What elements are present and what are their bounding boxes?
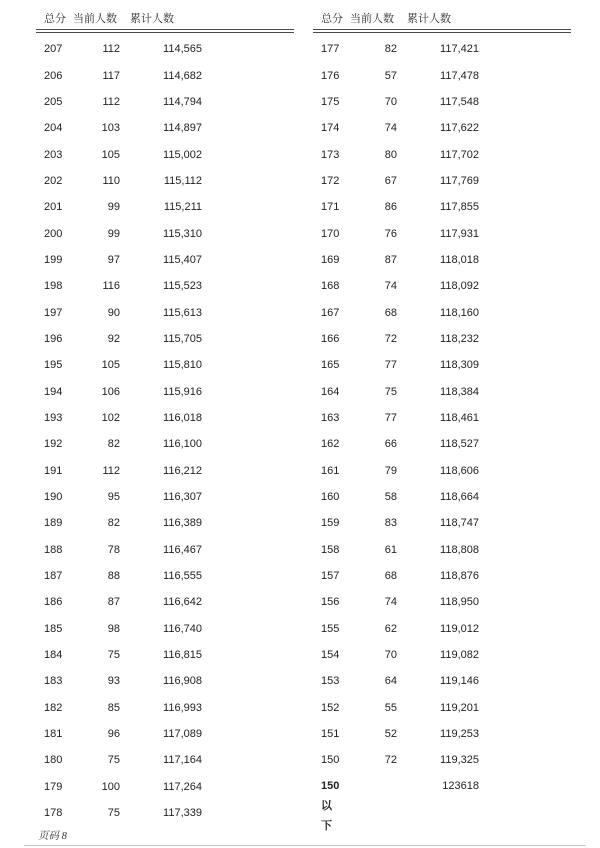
table-row xyxy=(36,563,294,589)
table-row xyxy=(313,668,571,694)
count-cell: 58 xyxy=(384,491,397,504)
column-header-cumulative-count: 累计人数 xyxy=(407,13,451,25)
table-row xyxy=(36,299,294,325)
table-row xyxy=(313,616,571,642)
cumulative-cell: 119,082 xyxy=(440,649,479,662)
count-cell: 76 xyxy=(384,227,397,240)
score-cell: 168 xyxy=(321,280,340,293)
table-row xyxy=(36,747,294,773)
count-cell: 75 xyxy=(107,649,120,662)
table-row xyxy=(36,141,294,167)
cumulative-cell: 117,622 xyxy=(440,122,479,135)
cumulative-cell: 117,769 xyxy=(440,174,479,187)
cumulative-cell: 116,740 xyxy=(163,622,202,635)
score-cell: 179 xyxy=(44,780,63,793)
count-cell: 105 xyxy=(101,359,120,372)
score-cell: 152 xyxy=(321,701,340,714)
table-row xyxy=(313,405,571,431)
column-header-cumulative-count: 累计人数 xyxy=(130,13,174,25)
score-cell: 166 xyxy=(321,332,340,345)
page-number: 页码 8 xyxy=(38,831,67,842)
table-row xyxy=(313,642,571,668)
score-cell: 191 xyxy=(44,464,63,477)
cumulative-cell: 119,201 xyxy=(440,701,479,714)
table-row xyxy=(313,484,571,510)
score-cell: 169 xyxy=(321,253,340,266)
table-row xyxy=(313,273,571,299)
cumulative-cell: 114,682 xyxy=(163,69,202,82)
table-row xyxy=(36,458,294,484)
score-cell: 164 xyxy=(321,385,340,398)
bottom-divider xyxy=(24,845,586,846)
score-table-left xyxy=(36,12,294,826)
below-150-line: 以 xyxy=(321,799,332,812)
count-cell: 57 xyxy=(384,69,397,82)
cumulative-cell: 119,253 xyxy=(440,728,479,741)
cumulative-cell: 116,555 xyxy=(163,570,202,583)
count-cell: 86 xyxy=(384,201,397,214)
count-cell: 95 xyxy=(107,491,120,504)
table-row xyxy=(36,273,294,299)
count-cell: 106 xyxy=(101,385,120,398)
score-cell: 158 xyxy=(321,543,340,556)
table-row xyxy=(313,695,571,721)
table-row xyxy=(313,89,571,115)
table-row xyxy=(313,299,571,325)
cumulative-cell: 118,747 xyxy=(440,517,479,530)
count-cell: 78 xyxy=(107,543,120,556)
count-cell: 87 xyxy=(384,253,397,266)
count-cell: 110 xyxy=(102,174,120,187)
table-row xyxy=(36,36,294,62)
cumulative-cell: 118,384 xyxy=(440,385,479,398)
score-cell: 198 xyxy=(44,280,63,293)
cumulative-cell: 116,100 xyxy=(163,438,202,451)
score-cell: 207 xyxy=(44,43,63,56)
cumulative-cell: 115,002 xyxy=(163,148,202,161)
score-cell: 180 xyxy=(44,754,63,767)
count-cell: 105 xyxy=(101,148,120,161)
cumulative-cell: 114,565 xyxy=(163,43,202,56)
cumulative-cell: 118,527 xyxy=(440,438,479,451)
count-cell: 66 xyxy=(384,438,397,451)
count-cell: 99 xyxy=(107,227,120,240)
count-cell: 74 xyxy=(384,122,397,135)
table-row xyxy=(313,537,571,563)
count-cell: 61 xyxy=(384,543,397,556)
table-row xyxy=(36,378,294,404)
score-cell: 202 xyxy=(44,174,63,187)
table-row xyxy=(313,431,571,457)
table-row xyxy=(36,352,294,378)
count-cell: 117 xyxy=(102,69,120,82)
table-row xyxy=(313,62,571,88)
count-cell: 99 xyxy=(107,201,120,214)
column-header-score: 总分 xyxy=(321,13,343,25)
score-cell: 201 xyxy=(44,201,63,214)
score-cell: 190 xyxy=(44,491,63,504)
score-cell: 200 xyxy=(44,227,63,240)
table-header-row xyxy=(313,12,571,26)
cumulative-cell: 117,478 xyxy=(440,69,479,82)
count-cell: 82 xyxy=(107,438,120,451)
score-cell: 174 xyxy=(321,122,340,135)
table-row xyxy=(36,800,294,826)
count-cell: 77 xyxy=(384,411,397,424)
below-150-line: 下 xyxy=(321,819,332,832)
score-cell: 165 xyxy=(321,359,340,372)
table-body xyxy=(313,33,571,774)
table-row xyxy=(36,774,294,800)
score-cell: 204 xyxy=(44,122,63,135)
score-cell: 151 xyxy=(321,728,340,741)
score-table-right xyxy=(313,12,571,836)
table-row xyxy=(36,326,294,352)
table-row xyxy=(313,115,571,141)
count-cell: 112 xyxy=(102,464,120,477)
below-150-row xyxy=(313,776,571,836)
cumulative-cell: 116,307 xyxy=(163,491,202,504)
cumulative-cell: 117,164 xyxy=(163,754,202,767)
score-cell: 203 xyxy=(44,148,63,161)
count-cell: 70 xyxy=(384,649,397,662)
score-cell: 194 xyxy=(44,385,63,398)
score-cell: 189 xyxy=(44,517,63,530)
table-row xyxy=(36,668,294,694)
count-cell: 68 xyxy=(384,570,397,583)
cumulative-cell: 115,310 xyxy=(163,227,202,240)
count-cell: 62 xyxy=(384,622,397,635)
cumulative-cell: 115,523 xyxy=(163,280,202,293)
cumulative-cell: 119,146 xyxy=(440,675,479,688)
cumulative-cell: 115,810 xyxy=(163,359,202,372)
score-cell: 182 xyxy=(44,701,63,714)
table-row xyxy=(313,589,571,615)
table-row xyxy=(313,220,571,246)
count-cell: 83 xyxy=(384,517,397,530)
score-cell: 163 xyxy=(321,411,340,424)
table-row xyxy=(36,589,294,615)
score-cell: 186 xyxy=(44,596,63,609)
count-cell: 52 xyxy=(384,728,397,741)
cumulative-cell: 118,461 xyxy=(440,411,479,424)
table-row xyxy=(36,247,294,273)
score-cell: 172 xyxy=(321,174,340,187)
cumulative-cell: 116,815 xyxy=(163,649,202,662)
cumulative-cell: 119,325 xyxy=(440,754,479,767)
table-row xyxy=(313,36,571,62)
score-cell: 181 xyxy=(44,728,63,741)
table-row xyxy=(36,405,294,431)
table-row xyxy=(36,194,294,220)
cumulative-cell: 118,160 xyxy=(440,306,479,319)
table-row xyxy=(36,695,294,721)
score-cell: 205 xyxy=(44,95,63,108)
score-cell: 155 xyxy=(321,622,340,635)
table-row xyxy=(313,352,571,378)
cumulative-cell: 115,705 xyxy=(163,332,202,345)
table-row xyxy=(36,510,294,536)
count-cell: 77 xyxy=(384,359,397,372)
table-row xyxy=(36,431,294,457)
count-cell: 93 xyxy=(107,675,120,688)
count-cell: 79 xyxy=(384,464,397,477)
cumulative-cell: 116,642 xyxy=(163,596,202,609)
count-cell: 116 xyxy=(102,280,120,293)
cumulative-cell: 115,407 xyxy=(163,253,202,266)
cumulative-cell: 116,389 xyxy=(163,517,202,530)
table-row xyxy=(313,326,571,352)
table-row xyxy=(313,563,571,589)
count-cell: 74 xyxy=(384,280,397,293)
score-cell: 199 xyxy=(44,253,63,266)
table-body xyxy=(36,33,294,826)
cumulative-cell: 115,613 xyxy=(163,306,202,319)
table-row xyxy=(313,378,571,404)
score-cell: 197 xyxy=(44,306,63,319)
table-row xyxy=(36,616,294,642)
count-cell: 88 xyxy=(107,570,120,583)
table-row xyxy=(313,721,571,747)
table-header-row xyxy=(36,12,294,26)
score-cell: 159 xyxy=(321,517,340,530)
cumulative-cell: 116,908 xyxy=(163,675,202,688)
count-cell: 90 xyxy=(107,306,120,319)
cumulative-cell: 118,808 xyxy=(440,543,479,556)
table-row xyxy=(36,220,294,246)
count-cell: 112 xyxy=(102,43,120,56)
cumulative-cell: 117,339 xyxy=(163,807,202,820)
cumulative-cell: 119,012 xyxy=(440,622,479,635)
cumulative-cell: 117,421 xyxy=(440,43,479,56)
score-cell: 156 xyxy=(321,596,340,609)
cumulative-cell: 117,855 xyxy=(440,201,479,214)
score-cell: 196 xyxy=(44,332,63,345)
below-150-line: 150 xyxy=(321,779,340,792)
count-cell: 80 xyxy=(384,148,397,161)
cumulative-cell: 116,467 xyxy=(163,543,202,556)
cumulative-cell: 117,931 xyxy=(440,227,479,240)
table-row xyxy=(36,168,294,194)
count-cell: 82 xyxy=(384,43,397,56)
score-cell: 160 xyxy=(321,491,340,504)
score-cell: 167 xyxy=(321,306,340,319)
cumulative-cell: 118,092 xyxy=(440,280,479,293)
table-row xyxy=(36,115,294,141)
score-cell: 176 xyxy=(321,69,340,82)
score-cell: 157 xyxy=(321,570,340,583)
score-cell: 193 xyxy=(44,411,63,424)
cumulative-cell: 117,548 xyxy=(440,95,479,108)
table-row xyxy=(313,168,571,194)
count-cell: 97 xyxy=(107,253,120,266)
table-row xyxy=(313,141,571,167)
count-cell: 70 xyxy=(384,95,397,108)
score-cell: 178 xyxy=(44,807,63,820)
score-cell: 154 xyxy=(321,649,340,662)
count-cell: 92 xyxy=(107,332,120,345)
count-cell: 68 xyxy=(384,306,397,319)
count-cell: 55 xyxy=(384,701,397,714)
column-header-current-count: 当前人数 xyxy=(350,13,394,25)
count-cell: 112 xyxy=(102,95,120,108)
table-row xyxy=(36,62,294,88)
cumulative-cell: 115,916 xyxy=(163,385,202,398)
count-cell: 100 xyxy=(101,780,120,793)
cumulative-cell: 116,993 xyxy=(163,701,202,714)
score-cell: 192 xyxy=(44,438,63,451)
cumulative-cell: 118,232 xyxy=(440,332,479,345)
table-row xyxy=(36,721,294,747)
score-cell: 170 xyxy=(321,227,340,240)
cumulative-cell: 117,264 xyxy=(163,780,202,793)
score-cell: 173 xyxy=(321,148,340,161)
count-cell: 75 xyxy=(107,754,120,767)
cumulative-cell: 117,702 xyxy=(440,148,479,161)
count-cell: 87 xyxy=(107,596,120,609)
table-row xyxy=(36,642,294,668)
table-row xyxy=(36,537,294,563)
count-cell: 72 xyxy=(384,754,397,767)
score-cell: 187 xyxy=(44,570,63,583)
cumulative-cell: 118,664 xyxy=(440,491,479,504)
cumulative-cell: 118,606 xyxy=(440,464,479,477)
cumulative-cell: 118,018 xyxy=(440,253,479,266)
cumulative-cell: 117,089 xyxy=(163,728,202,741)
cumulative-cell: 114,897 xyxy=(163,122,202,135)
score-cell: 153 xyxy=(321,675,340,688)
table-row xyxy=(313,194,571,220)
cumulative-cell: 115,211 xyxy=(163,201,202,214)
score-cell: 177 xyxy=(321,43,340,56)
count-cell: 74 xyxy=(384,596,397,609)
count-cell: 67 xyxy=(384,174,397,187)
count-cell: 96 xyxy=(107,728,120,741)
count-cell: 85 xyxy=(107,701,120,714)
count-cell: 72 xyxy=(384,332,397,345)
score-cell: 175 xyxy=(321,95,340,108)
table-row xyxy=(36,484,294,510)
score-cell: 206 xyxy=(44,69,63,82)
count-cell: 102 xyxy=(101,411,120,424)
cumulative-cell: 123618 xyxy=(442,779,479,792)
cumulative-cell: 114,794 xyxy=(163,95,202,108)
score-cell: 185 xyxy=(44,622,63,635)
table-row xyxy=(313,510,571,536)
cumulative-cell: 118,876 xyxy=(440,570,479,583)
count-cell: 98 xyxy=(107,622,120,635)
count-cell: 103 xyxy=(101,122,120,135)
table-row xyxy=(313,247,571,273)
score-cell: 161 xyxy=(321,464,340,477)
score-cell: 162 xyxy=(321,438,340,451)
score-cell: 171 xyxy=(321,201,340,214)
cumulative-cell: 118,309 xyxy=(440,359,479,372)
column-header-score: 总分 xyxy=(44,13,66,25)
count-cell: 75 xyxy=(384,385,397,398)
table-row xyxy=(313,458,571,484)
score-cell: 188 xyxy=(44,543,63,556)
score-cell: 184 xyxy=(44,649,63,662)
cumulative-cell: 116,018 xyxy=(163,411,202,424)
column-header-current-count: 当前人数 xyxy=(73,13,117,25)
count-cell: 82 xyxy=(107,517,120,530)
score-cell: 195 xyxy=(44,359,63,372)
score-cell: 150 xyxy=(321,754,340,767)
cumulative-cell: 118,950 xyxy=(440,596,479,609)
score-cell: 183 xyxy=(44,675,63,688)
cumulative-cell: 116,212 xyxy=(163,464,202,477)
count-cell: 75 xyxy=(107,807,120,820)
cumulative-cell: 115,112 xyxy=(163,174,202,187)
count-cell: 64 xyxy=(384,675,397,688)
table-row xyxy=(313,747,571,773)
score-cell-below-150 xyxy=(313,776,353,836)
table-row xyxy=(36,89,294,115)
